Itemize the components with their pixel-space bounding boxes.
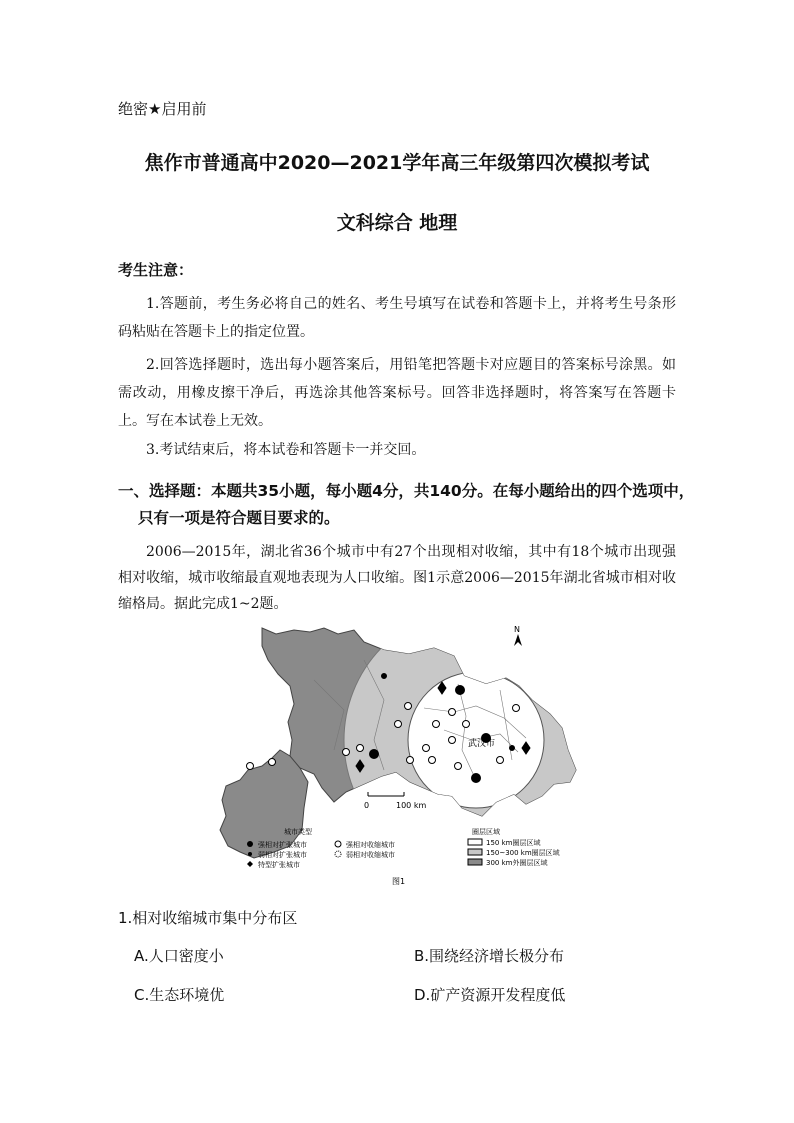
city-strong-expansion — [370, 750, 379, 759]
legend-item: 强相对扩张城市 — [258, 841, 307, 849]
city-weak-shrink — [269, 759, 276, 766]
city-strong-expansion — [472, 774, 481, 783]
legend-item: 150 km圈层区域 — [486, 839, 541, 847]
legend-swatch — [468, 849, 482, 855]
legend-swatch — [468, 859, 482, 865]
scale-bar — [368, 792, 404, 796]
question-intro: 2006—2015年，湖北省36个城市中有27个出现相对收缩，其中有18个城市出现强相对收缩，城市收缩最直观地表现为人口收缩。图1示意2006—2015年湖北省城市相对收缩格局。据此完成1~2题。 — [118, 544, 676, 612]
figure-map — [214, 620, 594, 894]
scale-end: 100 km — [396, 801, 427, 810]
question-1-stem: 1.相对收缩城市集中分布区 — [118, 909, 298, 927]
scale-start: 0 — [364, 801, 370, 810]
city-strong-shrink — [407, 757, 414, 764]
hubei-map — [214, 620, 594, 890]
city-strong-shrink — [513, 705, 520, 712]
legend-item: 特型扩张城市 — [258, 861, 300, 869]
city-label-wuhan: 武汉市 — [468, 739, 496, 749]
legend-city-title: 城市类型 — [284, 828, 312, 836]
section-heading: 一、选择题：本题共35小题，每小题4分，共140分。在每小题给出的四个选项中，只有一项是符合题目要求的。 — [118, 482, 695, 527]
city-strong-shrink — [449, 709, 456, 716]
city-weak-shrink — [247, 763, 254, 770]
legend-marker — [335, 851, 341, 857]
city-strong-shrink — [497, 757, 504, 764]
confidential-label: 绝密★启用前 — [118, 100, 207, 118]
exam-subtitle: 文科综合 地理 — [336, 212, 458, 234]
city-strong-expansion — [456, 686, 465, 695]
notice-item-3: 3.考试结束后，将本试卷和答题卡一并交回。 — [146, 442, 426, 458]
city-strong-shrink — [463, 721, 470, 728]
city-strong-shrink — [405, 703, 412, 710]
legend-item: 300 km外圈层区域 — [486, 859, 548, 867]
city-strong-shrink — [395, 721, 402, 728]
city-weak-expansion — [510, 746, 515, 751]
notice-heading: 考生注意： — [118, 261, 194, 279]
legend-marker — [247, 841, 253, 847]
north-label: N — [514, 625, 520, 634]
legend-marker — [335, 841, 341, 847]
legend-item: 强相对收缩城市 — [346, 841, 395, 849]
exam-title: 焦作市普通高中2020—2021学年高三年级第四次模拟考试 — [144, 152, 650, 174]
city-weak-shrink — [429, 757, 436, 764]
option-c[interactable]: C.生态环境优 — [134, 986, 225, 1004]
north-arrow-icon — [514, 634, 522, 646]
legend-marker — [247, 861, 253, 867]
city-strong-shrink — [423, 745, 430, 752]
legend-zone-title: 圈层区域 — [472, 828, 500, 836]
legend-item: 弱相对扩张城市 — [258, 851, 307, 859]
city-strong-shrink — [433, 721, 440, 728]
city-strong-shrink — [455, 763, 462, 770]
option-b[interactable]: B.围绕经济增长极分布 — [414, 947, 565, 965]
notice-item-1: 1.答题前，考生务必将自己的姓名、考生号填写在试卷和答题卡上，并将考生号条形码粘贴在答题卡上的指定位置。 — [118, 296, 676, 340]
city-strong-shrink — [449, 737, 456, 744]
legend-item: 150~300 km圈层区域 — [486, 849, 560, 857]
city-weak-expansion — [382, 674, 387, 679]
figure-caption: 图1 — [392, 877, 406, 886]
city-strong-shrink — [343, 749, 350, 756]
legend-marker — [248, 852, 252, 856]
option-a[interactable]: A.人口密度小 — [134, 947, 224, 965]
legend-swatch — [468, 839, 482, 845]
notice-item-2: 2.回答选择题时，选出每小题答案后，用铅笔把答题卡对应题目的答案标号涂黑。如需改动，用橡皮擦干净后，再选涂其他答案标号。回答非选择题时，将答案写在答题卡上。写在本试卷上无效。 — [118, 357, 676, 429]
legend-item: 弱相对收缩城市 — [346, 851, 395, 859]
option-d[interactable]: D.矿产资源开发程度低 — [414, 986, 566, 1004]
city-weak-shrink — [357, 745, 364, 752]
